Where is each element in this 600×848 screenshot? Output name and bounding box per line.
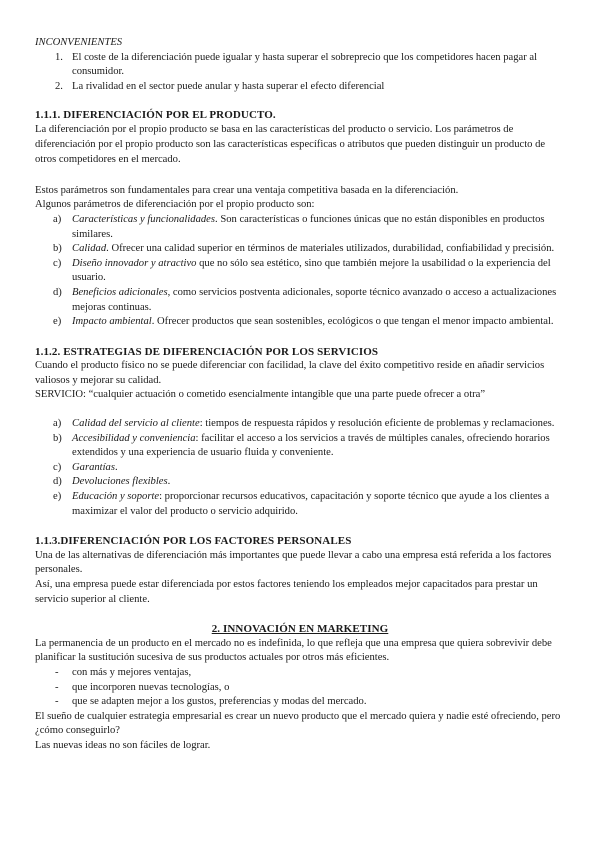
paragraph: Las nuevas ideas no son fáciles de lograr. <box>35 739 211 751</box>
list-item <box>35 51 565 80</box>
list-item <box>35 490 565 519</box>
list-item-text: . <box>167 476 171 488</box>
list-letter: d) <box>53 286 62 298</box>
list-term: Características y funcionalidades <box>72 213 216 225</box>
list-item <box>35 432 565 461</box>
list-letter: b) <box>53 432 62 444</box>
innovacion-list <box>35 666 565 710</box>
list-item-text: que se adapten mejor a los gustos, preferencias y modas del mercado. <box>72 696 367 708</box>
section-heading-producto: 1.1.1. DIFERENCIACIÓN POR EL PRODUCTO. <box>35 109 276 122</box>
list-term: Accesibilidad y conveniencia <box>72 432 196 444</box>
list-item-text: con más y mejores ventajas, <box>72 666 192 678</box>
list-item <box>35 286 565 315</box>
section-heading-servicios: 1.1.2. ESTRATEGIAS DE DIFERENCIACIÓN POR LOS SERVICIOS <box>35 345 379 358</box>
list-item <box>35 417 565 432</box>
paragraph: Cuando el producto físico no se puede diferenciar con facilidad, la clave del éxito competitivo reside en añadir servicios valiosos y mejorar su calidad. <box>35 360 545 386</box>
paragraph: Así, una empresa puede estar diferenciada por estos factores teniendo los empleados mejor capacitados para prestar un servicio superior al cliente. <box>35 579 538 605</box>
list-item <box>35 80 565 95</box>
list-item-text: que no sólo sea estético, sino que también mejore la usabilidad o la experiencia del usuario. <box>72 257 551 284</box>
list-term: Calidad <box>72 243 107 255</box>
list-letter: b) <box>53 243 62 255</box>
paragraph: El sueño de cualquier estrategia empresarial es crear un nuevo producto que el mercado quiera y nadie esté ofreciendo, pero ¿cómo conseguirlo? <box>35 710 561 737</box>
list-term: Devoluciones flexibles <box>72 476 168 488</box>
list-letter: a) <box>53 213 62 225</box>
list-item <box>35 257 565 286</box>
list-number: 1. <box>55 51 63 63</box>
paragraph: Algunos parámetros de diferenciación por el propio producto son: <box>35 199 315 211</box>
list-item <box>35 242 565 257</box>
list-letter: e) <box>53 316 62 328</box>
inconvenientes-heading: INCONVENIENTES <box>35 37 123 48</box>
list-item <box>35 315 565 330</box>
list-term: Impacto ambiental <box>72 316 152 328</box>
paragraph: SERVICIO: “cualquier actuación o cometido esencialmente intangible que una parte puede ofrecer a otra” <box>35 389 486 401</box>
list-letter: d) <box>53 476 62 488</box>
list-dash: - <box>55 696 59 708</box>
list-item <box>35 666 565 681</box>
list-item-text: La rivalidad en el sector puede anular y hasta superar el efecto diferencial <box>72 80 385 92</box>
inconvenientes-list <box>35 51 565 95</box>
list-item-text: El coste de la diferenciación puede igualar y hasta superar el sobreprecio que los competidores hacen pagar al consumidor. <box>72 51 538 78</box>
paragraph: otros competidores en el mercado. <box>35 154 181 166</box>
list-item-text: : facilitar el acceso a los servicios a través de múltiples canales, ofreciendo horarios extendidos y una experiencia de usuario fluida y conveniente. <box>72 432 550 459</box>
paragraph: La diferenciación por el propio producto se basa en las características del producto o servicio. Los parámetros de diferenciación por el propio producto son las características específicas o atributos que pueden distinguir un producto de <box>35 123 546 150</box>
list-item-text: que incorporen nuevas tecnologías, o <box>72 681 230 693</box>
list-item <box>35 681 565 696</box>
list-term: Calidad del servicio al cliente <box>72 418 200 430</box>
list-letter: c) <box>53 257 62 269</box>
paragraph: La permanencia de un producto en el mercado no es indefinida, lo que refleja que una empresa que quiera sobrevivir debe planificar la sustitución sucesiva de sus productos actuales por otros más eficientes. <box>35 637 552 664</box>
list-term: Garantías <box>72 461 115 473</box>
list-dash: - <box>55 666 59 678</box>
list-term: Diseño innovador y atractivo <box>72 257 197 269</box>
list-term: Educación y soporte <box>72 491 160 503</box>
list-dash: - <box>55 681 59 693</box>
servicios-list <box>35 417 565 519</box>
producto-parameters-list <box>35 213 565 330</box>
list-number: 2. <box>55 80 63 92</box>
list-item-text: . Ofrecer una calidad superior en términos de materiales utilizados, durabilidad, confiabilidad y precisión. <box>106 243 555 255</box>
list-letter: e) <box>53 491 62 503</box>
list-item <box>35 695 565 710</box>
document-page <box>35 36 565 754</box>
paragraph: Estos parámetros son fundamentales para crear una ventaja competitiva basada en la diferenciación. <box>35 184 459 196</box>
list-item <box>35 461 565 476</box>
section-heading-personales: 1.1.3.DIFERENCIACIÓN POR LOS FACTORES PERSONALES <box>35 535 352 548</box>
list-item <box>35 213 565 242</box>
list-item <box>35 475 565 490</box>
paragraph: Una de las alternativas de diferenciación más importantes que puede llevar a cabo una empresa está referida a los factores personales. <box>35 549 552 576</box>
list-letter: c) <box>53 461 62 473</box>
list-item-text: : proporcionar recursos educativos, capacitación y soporte técnico que ayude a los clientes a maximizar el valor del producto o servicio adquirido. <box>72 491 550 517</box>
list-item-text: . <box>114 461 118 473</box>
list-letter: a) <box>53 418 62 430</box>
list-item-text: , como servicios postventa adicionales, soporte técnico avanzado o acceso a actualizaciones mejoras continuas. <box>72 286 557 313</box>
list-item-text: . Ofrecer productos que sean sostenibles, ecológicos o que tengan el menor impacto ambiental. <box>151 316 554 328</box>
section-heading-innovacion: 2. INNOVACIÓN EN MARKETING <box>211 623 389 636</box>
list-term: Beneficios adicionales <box>72 286 168 298</box>
list-item-text: . Son características o funciones únicas que no están disponibles en productos similares. <box>72 213 545 240</box>
list-item-text: : tiempos de respuesta rápidos y resolución eficiente de problemas y reclamaciones. <box>199 418 555 430</box>
